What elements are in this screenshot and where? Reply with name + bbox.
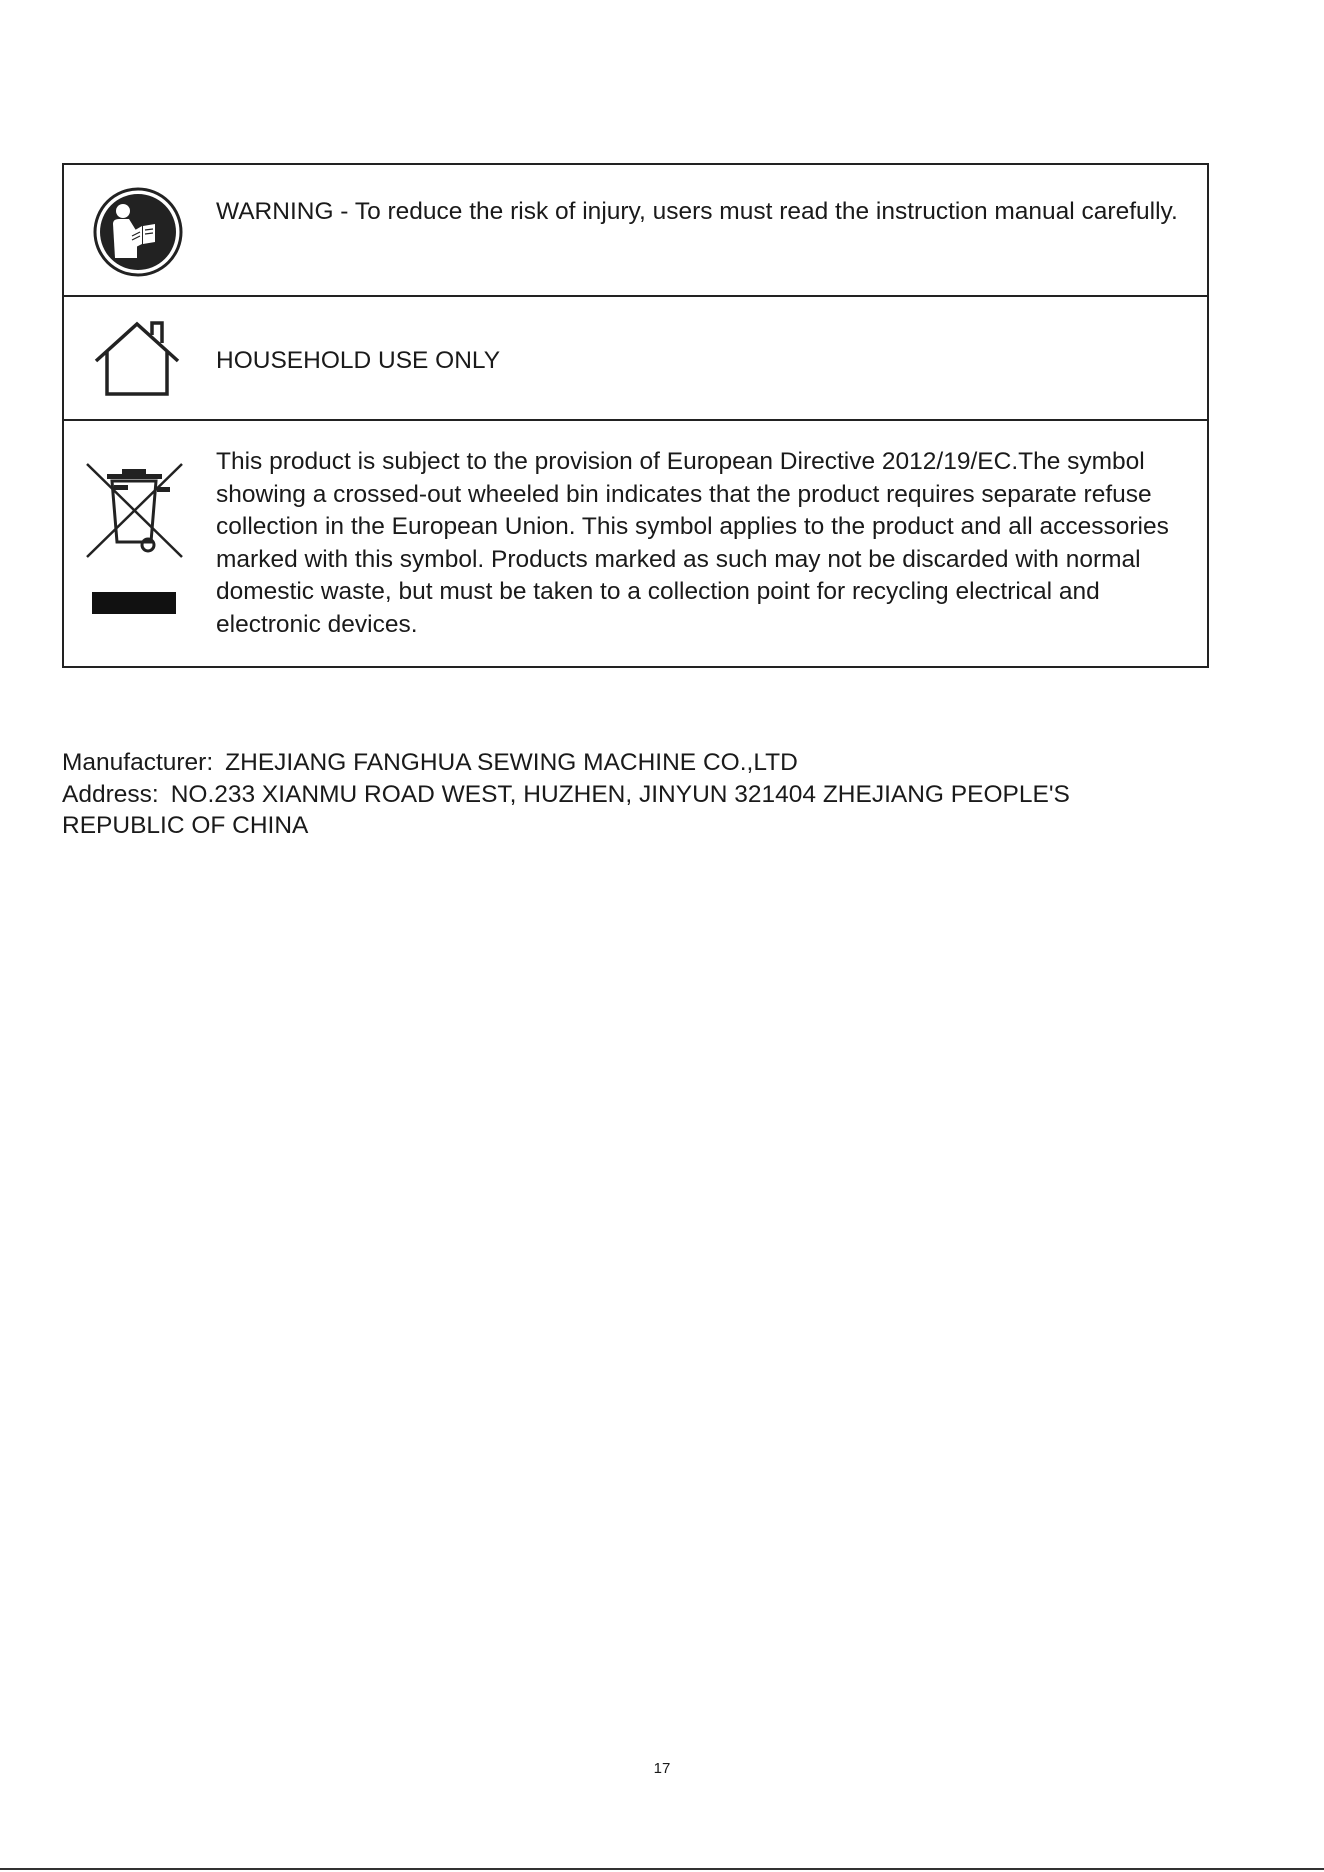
read-manual-icon [92,186,184,278]
manufacturer-line [62,747,1212,779]
household-text: HOUSEHOLD USE ONLY [216,347,501,374]
weee-text [216,421,1207,666]
manufacturer-label: Manufacturer: [62,749,214,776]
address-label: Address: [62,780,159,808]
weee-paragraph: This product is subject to the provision of European Directive 2012/19/EC.The symbol showing a crossed-out wheeled bin indicates that the product requires separate refuse collection in the European Union. This symbol applies to the product and all accessories marked with this symbol. Products marked as such may not be discarded with normal domestic waste, but must be taken to a collection point for recycling electrical and electronic devices. [216,448,1169,638]
symbol-row-weee [64,419,1207,666]
symbol-row-warning [64,165,1207,295]
icon-cell [64,297,216,419]
address-value-line2: REPUBLIC OF CHINA [62,812,309,839]
symbol-row-household [64,295,1207,419]
icon-cell [64,165,216,295]
household-icon [92,321,182,399]
page-number: 17 [653,1760,671,1777]
symbol-table [62,163,1209,668]
address-line [62,779,1212,811]
icon-cell [64,421,216,666]
manufacturer-value: ZHEJIANG FANGHUA SEWING MACHINE CO.,LTD [225,749,798,776]
manufacturer-block [62,747,1212,842]
crossed-out-wheeled-bin-icon [82,459,192,619]
address-value-line1: NO.233 XIANMU ROAD WEST, HUZHEN, JINYUN 321404 ZHEJIANG PEOPLE'S [170,780,1070,808]
bottom-rule [0,1868,1324,1870]
warning-text: WARNING - To reduce the risk of injury, users must read the instruction manual carefully. [216,198,1178,225]
